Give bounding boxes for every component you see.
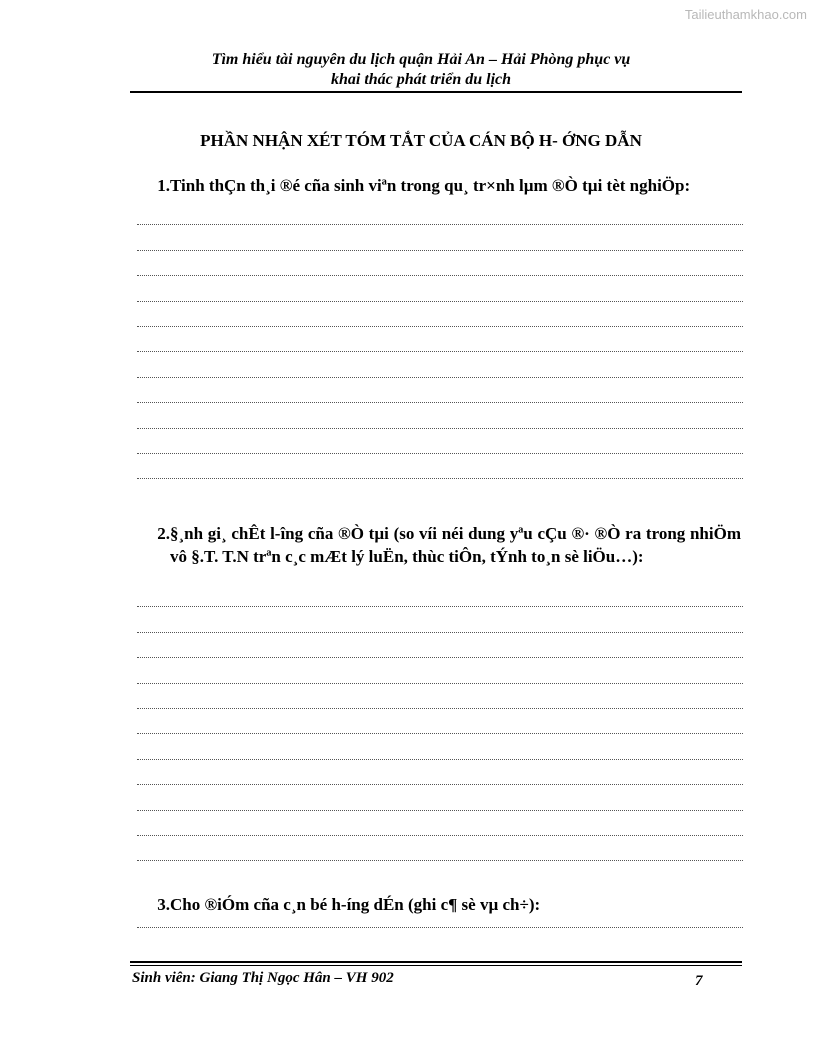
page-number: 7: [695, 973, 703, 989]
page-header: [100, 50, 742, 90]
answer-lines-3[interactable]: [137, 906, 743, 931]
header-line-2: khai thác phát triển du lịch: [330, 71, 512, 88]
watermark: Tailieuthamkhao.com: [684, 7, 807, 22]
dotted-line[interactable]: [137, 661, 743, 686]
dotted-line[interactable]: [137, 814, 743, 839]
question-2-number: 2.: [157, 524, 170, 543]
footer-divider: [130, 961, 742, 963]
question-1: [130, 174, 741, 197]
dotted-line[interactable]: [137, 763, 743, 788]
dotted-line[interactable]: [137, 203, 743, 228]
question-1-text: Tinh thÇn th¸i ®é cña sinh viªn trong qu¸ tr×nh lµm ®Ò tµi tèt nghiÖp:: [170, 176, 691, 195]
dotted-line[interactable]: [137, 610, 743, 635]
page-title: PHẦN NHẬN XÉT TÓM TẮT CỦA CÁN BỘ H- ỚNG DẪN: [200, 131, 642, 150]
dotted-line[interactable]: [137, 228, 743, 253]
question-2-text: §¸nh gi¸ chÊt l-îng cña ®Ò tµi (so víi néi dung yªu cÇu ®· ®Ò ra trong nhiÖm vô §.T. T.N trªn c¸c mÆt lý luËn, thùc tiÔn, tÝnh to¸n sè liÖu…):: [170, 524, 741, 566]
dotted-line[interactable]: [137, 254, 743, 279]
dotted-line[interactable]: [137, 406, 743, 431]
dotted-line[interactable]: [137, 305, 743, 330]
answer-lines-2[interactable]: [137, 585, 743, 864]
dotted-line[interactable]: [137, 839, 743, 864]
answer-lines-1[interactable]: [137, 203, 743, 482]
dotted-line[interactable]: [137, 687, 743, 712]
dotted-line[interactable]: [137, 355, 743, 380]
dotted-line[interactable]: [137, 330, 743, 355]
dotted-line[interactable]: [137, 279, 743, 304]
header-divider: [130, 91, 742, 93]
header-line-1: Tìm hiểu tài nguyên du lịch quận Hải An – Hải Phòng phục vụ: [211, 51, 631, 68]
dotted-line[interactable]: [137, 788, 743, 813]
dotted-line[interactable]: [137, 585, 743, 610]
question-2: [130, 522, 741, 568]
dotted-line[interactable]: [137, 381, 743, 406]
footer-divider-thin: [130, 965, 742, 966]
dotted-line[interactable]: [137, 906, 743, 931]
question-3-text: Cho ®iÓm cña c¸n bé h-íng dÉn (ghi c¶ sè vµ ch÷):: [170, 895, 541, 914]
dotted-line[interactable]: [137, 737, 743, 762]
dotted-line[interactable]: [137, 712, 743, 737]
dotted-line[interactable]: [137, 457, 743, 482]
question-3-number: 3.: [157, 895, 170, 914]
footer-author: Sinh viên: Giang Thị Ngọc Hân – VH 902: [132, 970, 394, 986]
dotted-line[interactable]: [137, 636, 743, 661]
dotted-line[interactable]: [137, 432, 743, 457]
question-1-number: 1.: [157, 176, 170, 195]
